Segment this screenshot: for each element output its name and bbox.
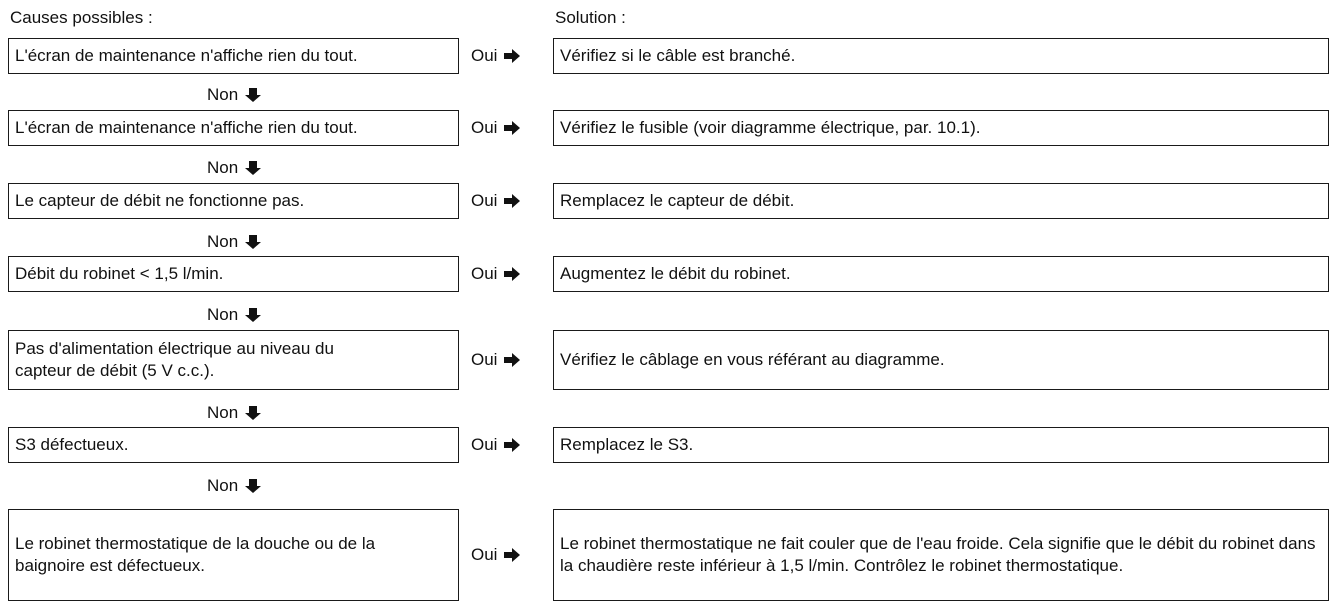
cause-box [8, 509, 459, 601]
no-connector [207, 232, 262, 252]
arrow-down-icon [244, 160, 262, 176]
no-connector [207, 403, 262, 423]
no-connector [207, 305, 262, 325]
no-label: Non [207, 476, 239, 495]
yes-connector [471, 330, 549, 390]
cause-text: L'écran de maintenance n'affiche rien du tout. [15, 118, 358, 137]
cause-box [8, 330, 459, 390]
cause-text: Le capteur de débit ne fonctionne pas. [15, 191, 305, 210]
yes-connector [471, 509, 549, 601]
solution-text: Vérifiez le fusible (voir diagramme électrique, par. 10.1). [560, 118, 981, 137]
arrow-right-icon [503, 266, 521, 282]
yes-label: Oui [471, 46, 498, 65]
cause-text: Le robinet thermostatique de la douche ou de la baignoire est défectueux. [15, 534, 376, 575]
solution-box [553, 183, 1329, 219]
yes-connector [471, 427, 549, 463]
yes-label: Oui [471, 118, 498, 137]
arrow-down-icon [244, 307, 262, 323]
yes-label: Oui [471, 264, 498, 283]
arrow-right-icon [503, 437, 521, 453]
arrow-right-icon [503, 547, 521, 563]
arrow-right-icon [503, 352, 521, 368]
yes-connector [471, 256, 549, 292]
arrow-down-icon [244, 478, 262, 494]
cause-box [8, 183, 459, 219]
arrow-down-icon [244, 87, 262, 103]
solution-text: Remplacez le capteur de débit. [560, 191, 795, 210]
no-label: Non [207, 403, 239, 422]
cause-text: Pas d'alimentation électrique au niveau du capteur de débit (5 V c.c.). [15, 339, 334, 380]
arrow-right-icon [503, 120, 521, 136]
yes-connector [471, 38, 549, 74]
arrow-right-icon [503, 48, 521, 64]
no-label: Non [207, 158, 239, 177]
yes-connector [471, 183, 549, 219]
cause-text: S3 défectueux. [15, 435, 129, 454]
solution-box [553, 330, 1329, 390]
solution-text: Augmentez le débit du robinet. [560, 264, 791, 283]
yes-label: Oui [471, 545, 498, 564]
cause-box [8, 38, 459, 74]
yes-label: Oui [471, 350, 498, 369]
solution-box [553, 110, 1329, 146]
solution-text: Vérifiez si le câble est branché. [560, 46, 796, 65]
no-label: Non [207, 232, 239, 251]
causes-header: Causes possibles : [10, 8, 153, 27]
no-label: Non [207, 305, 239, 324]
solution-box [553, 509, 1329, 601]
arrow-down-icon [244, 234, 262, 250]
solution-box [553, 256, 1329, 292]
solution-text: Remplacez le S3. [560, 435, 694, 454]
yes-label: Oui [471, 435, 498, 454]
solution-text: Le robinet thermostatique ne fait couler que de l'eau froide. Cela signifie que le débit du robinet dans la chaudière reste inférieur à 1,5 l/min. Contrôlez le robinet thermostatique. [560, 534, 1316, 575]
no-connector [207, 476, 262, 496]
solution-text: Vérifiez le câblage en vous référant au diagramme. [560, 350, 945, 369]
yes-connector [471, 110, 549, 146]
cause-box [8, 256, 459, 292]
yes-label: Oui [471, 191, 498, 210]
cause-text: Débit du robinet < 1,5 l/min. [15, 264, 224, 283]
solution-header: Solution : [555, 8, 626, 27]
cause-box [8, 427, 459, 463]
cause-text: L'écran de maintenance n'affiche rien du tout. [15, 46, 358, 65]
no-connector [207, 158, 262, 178]
no-label: Non [207, 85, 239, 104]
solution-box [553, 427, 1329, 463]
cause-box [8, 110, 459, 146]
no-connector [207, 85, 262, 105]
arrow-down-icon [244, 405, 262, 421]
solution-box [553, 38, 1329, 74]
arrow-right-icon [503, 193, 521, 209]
